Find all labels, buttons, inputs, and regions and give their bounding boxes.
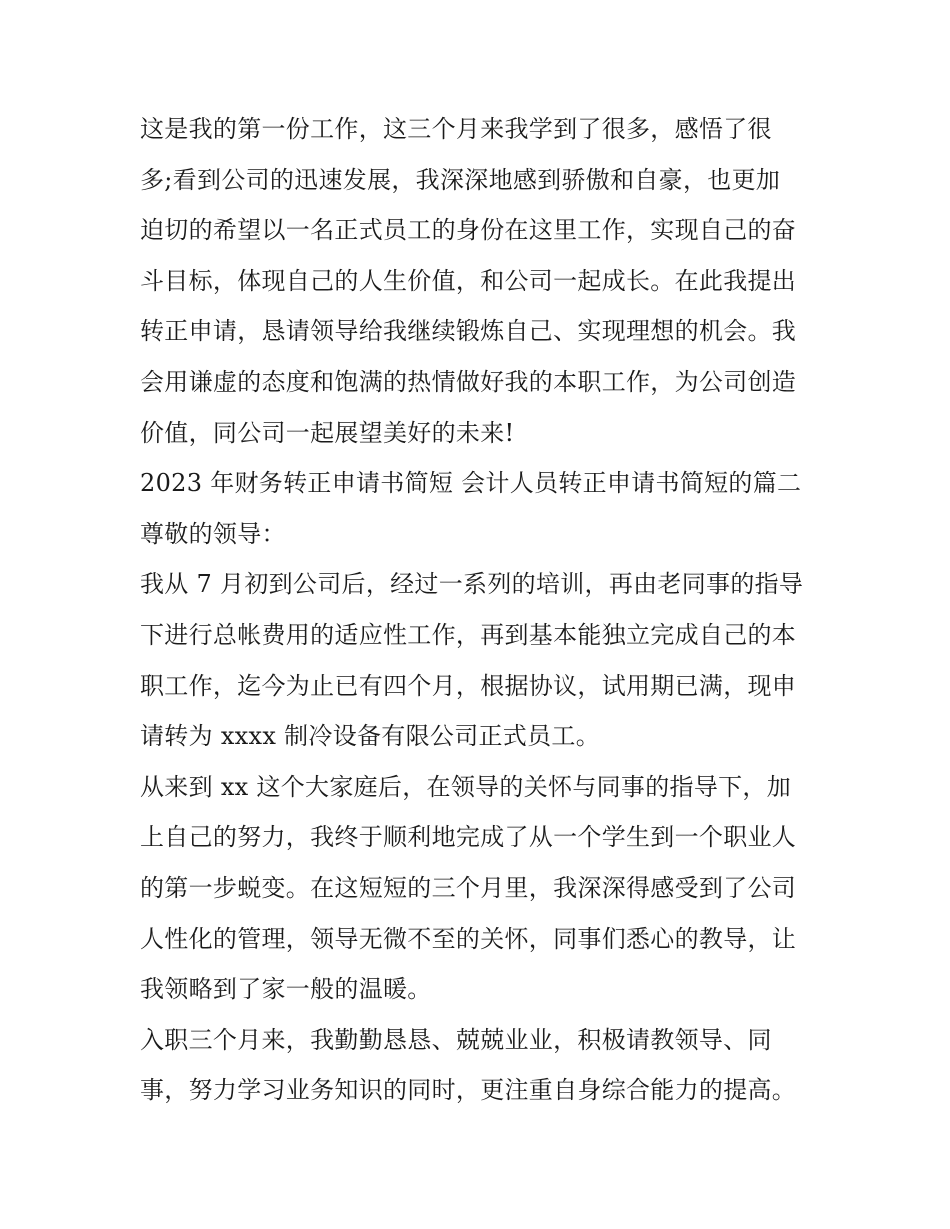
- text-line: 的第一步蜕变。在这短短的三个月里，我深深得感受到了公司: [140, 873, 797, 902]
- text-line: 斗目标，体现自己的人生价值，和公司一起成长。在此我提出: [140, 266, 797, 295]
- text-line: 职工作，迄今为止已有四个月，根据协议，试用期已满，现申: [140, 671, 797, 700]
- text-line: 下进行总帐费用的适应性工作，再到基本能独立完成自己的本: [140, 620, 797, 649]
- section-heading: 2023 年财务转正申请书简短 会计人员转正申请书简短的篇二: [140, 469, 802, 498]
- text-line: 从来到 xx 这个大家庭后，在领导的关怀与同事的指导下，加: [140, 772, 792, 801]
- text-line: 请转为 xxxx 制冷设备有限公司正式员工。: [140, 722, 600, 751]
- text-line: 人性化的管理，领导无微不至的关怀，同事们悉心的教导，让: [140, 924, 797, 953]
- text-line: 多;看到公司的迅速发展，我深深地感到骄傲和自豪，也更加: [140, 165, 781, 194]
- text-line: 入职三个月来，我勤勤恳恳、兢兢业业，积极请教领导、同: [140, 1025, 772, 1054]
- text-line: 上自己的努力，我终于顺利地完成了从一个学生到一个职业人: [140, 823, 797, 852]
- text-line: 事，努力学习业务知识的同时，更注重自身综合能力的提高。: [140, 1076, 797, 1105]
- text-line: 会用谦虚的态度和饱满的热情做好我的本职工作，为公司创造: [140, 367, 797, 396]
- text-line: 我从 7 月初到公司后，经过一系列的培训，再由老同事的指导: [140, 570, 804, 599]
- text-line: 这是我的第一份工作，这三个月来我学到了很多，感悟了很: [140, 115, 772, 143]
- text-line: 转正申请，恳请领导给我继续锻炼自己、实现理想的机会。我: [140, 317, 797, 346]
- text-line: 我领略到了家一般的温暖。: [140, 975, 432, 1004]
- text-line: 价值，同公司一起展望美好的未来!: [140, 418, 515, 447]
- salutation: 尊敬的领导：: [140, 519, 286, 548]
- document-body: [140, 104, 830, 1116]
- text-line: 迫切的希望以一名正式员工的身份在这里工作，实现自己的奋: [140, 216, 797, 245]
